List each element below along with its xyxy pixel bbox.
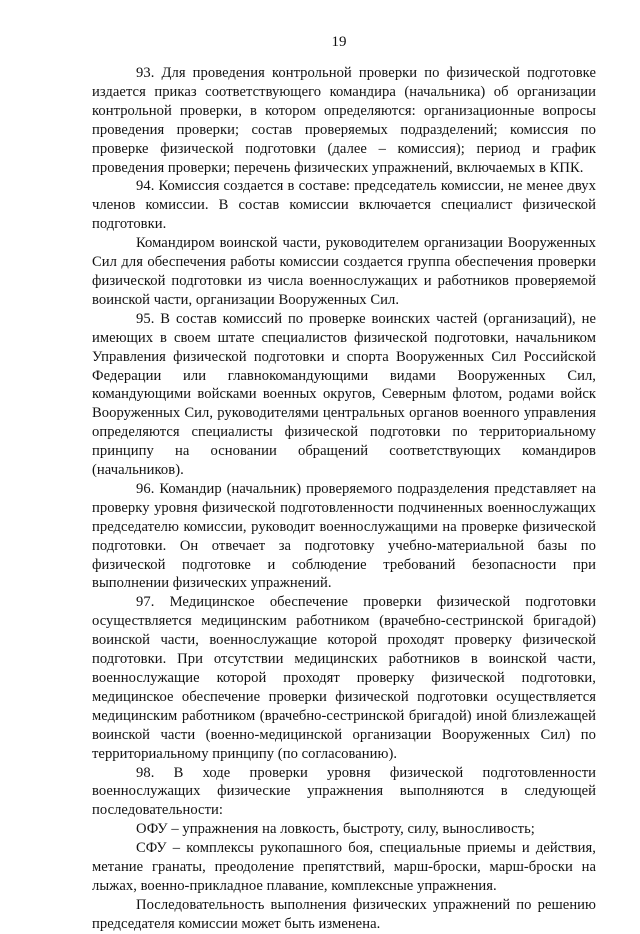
paragraph-95: 95. В состав комиссий по проверке воинских частей (организаций), не имеющих в своем штате специалистов физической подготовки, начальником Управления физической подготовки и спорта Вооруженных Сил Российской Федерации или главнокомандующими видами Вооруженных Сил, командующими войсками военных округов, Северным флотом, родами войск Вооруженных Сил, руководителями центральных органов военного управления определяются специалисты физической подготовки по территориальному принципу на основании обращений соответствующих командиров (начальников). (92, 310, 596, 479)
paragraph-98: 98. В ходе проверки уровня физической подготовленности военнослужащих физические упражнения выполняются в следующей последовательности: (92, 764, 596, 819)
paragraph-ofu: ОФУ – упражнения на ловкость, быстроту, силу, выносливость; (136, 821, 535, 838)
paragraph-96: 96. Командир (начальник) проверяемого подразделения представляет на проверку уровня физической подготовленности подчиненных военнослужащих председателю комиссии, руководит военнослужащими на проверке физической подготовки. Он отвечает за подготовку учебно-материальной базы по физической подготовке и соблюдение требований безопасности при выполнении физических упражнений. (92, 480, 596, 592)
paragraph-sequence-change: Последовательность выполнения физических упражнений по решению председателя комиссии может быть изменена. (92, 896, 596, 932)
paragraph-94: 94. Комиссия создается в составе: председатель комиссии, не менее двух членов комиссии. В состав комиссии включается специалист физической подготовки. (92, 178, 596, 233)
paragraph-sfu: СФУ – комплексы рукопашного боя, специальные приемы и действия, метание гранаты, преодоление препятствий, марш-броски, марш-броски на лыжах, военно-прикладное плавание, комплексные упражнения. (92, 840, 596, 894)
paragraph-93: 93. Для проведения контрольной проверки по физической подготовке издается приказ соответствующего командира (начальника) об организации контрольной проверки, в котором определяются: организационные вопросы проведения проверки; состав проверяемых подразделений; комиссия по проверке физической подготовки (далее – комиссия); период и график проведения проверки; перечень физических упражнений, включаемых в КПК. (92, 65, 596, 176)
page-number: 19 (331, 34, 347, 50)
paragraph-94-support-group: Командиром воинской части, руководителем организации Вооруженных Сил для обеспечения работы комиссии создается группа обеспечения проверки физической подготовки из числа военнослужащих и работников проверяемой воинской части, организации Вооруженных Сил. (92, 235, 596, 308)
paragraph-97: 97. Медицинское обеспечение проверки физической подготовки осуществляется медицинским работником (врачебно-сестринской бригадой) воинской части, военнослужащие которой проходят проверку физической подготовки. При отсутствии медицинских работников в воинской части, военнослужащие которой проходят проверку физической подготовки, медицинское обеспечение проверки физической подготовки осуществляется медицинским работником (врачебно-сестринской бригадой) иной близлежащей воинской части (военно-медицинской организации Вооруженных Сил) по территориальному принципу (по согласованию). (92, 594, 596, 762)
